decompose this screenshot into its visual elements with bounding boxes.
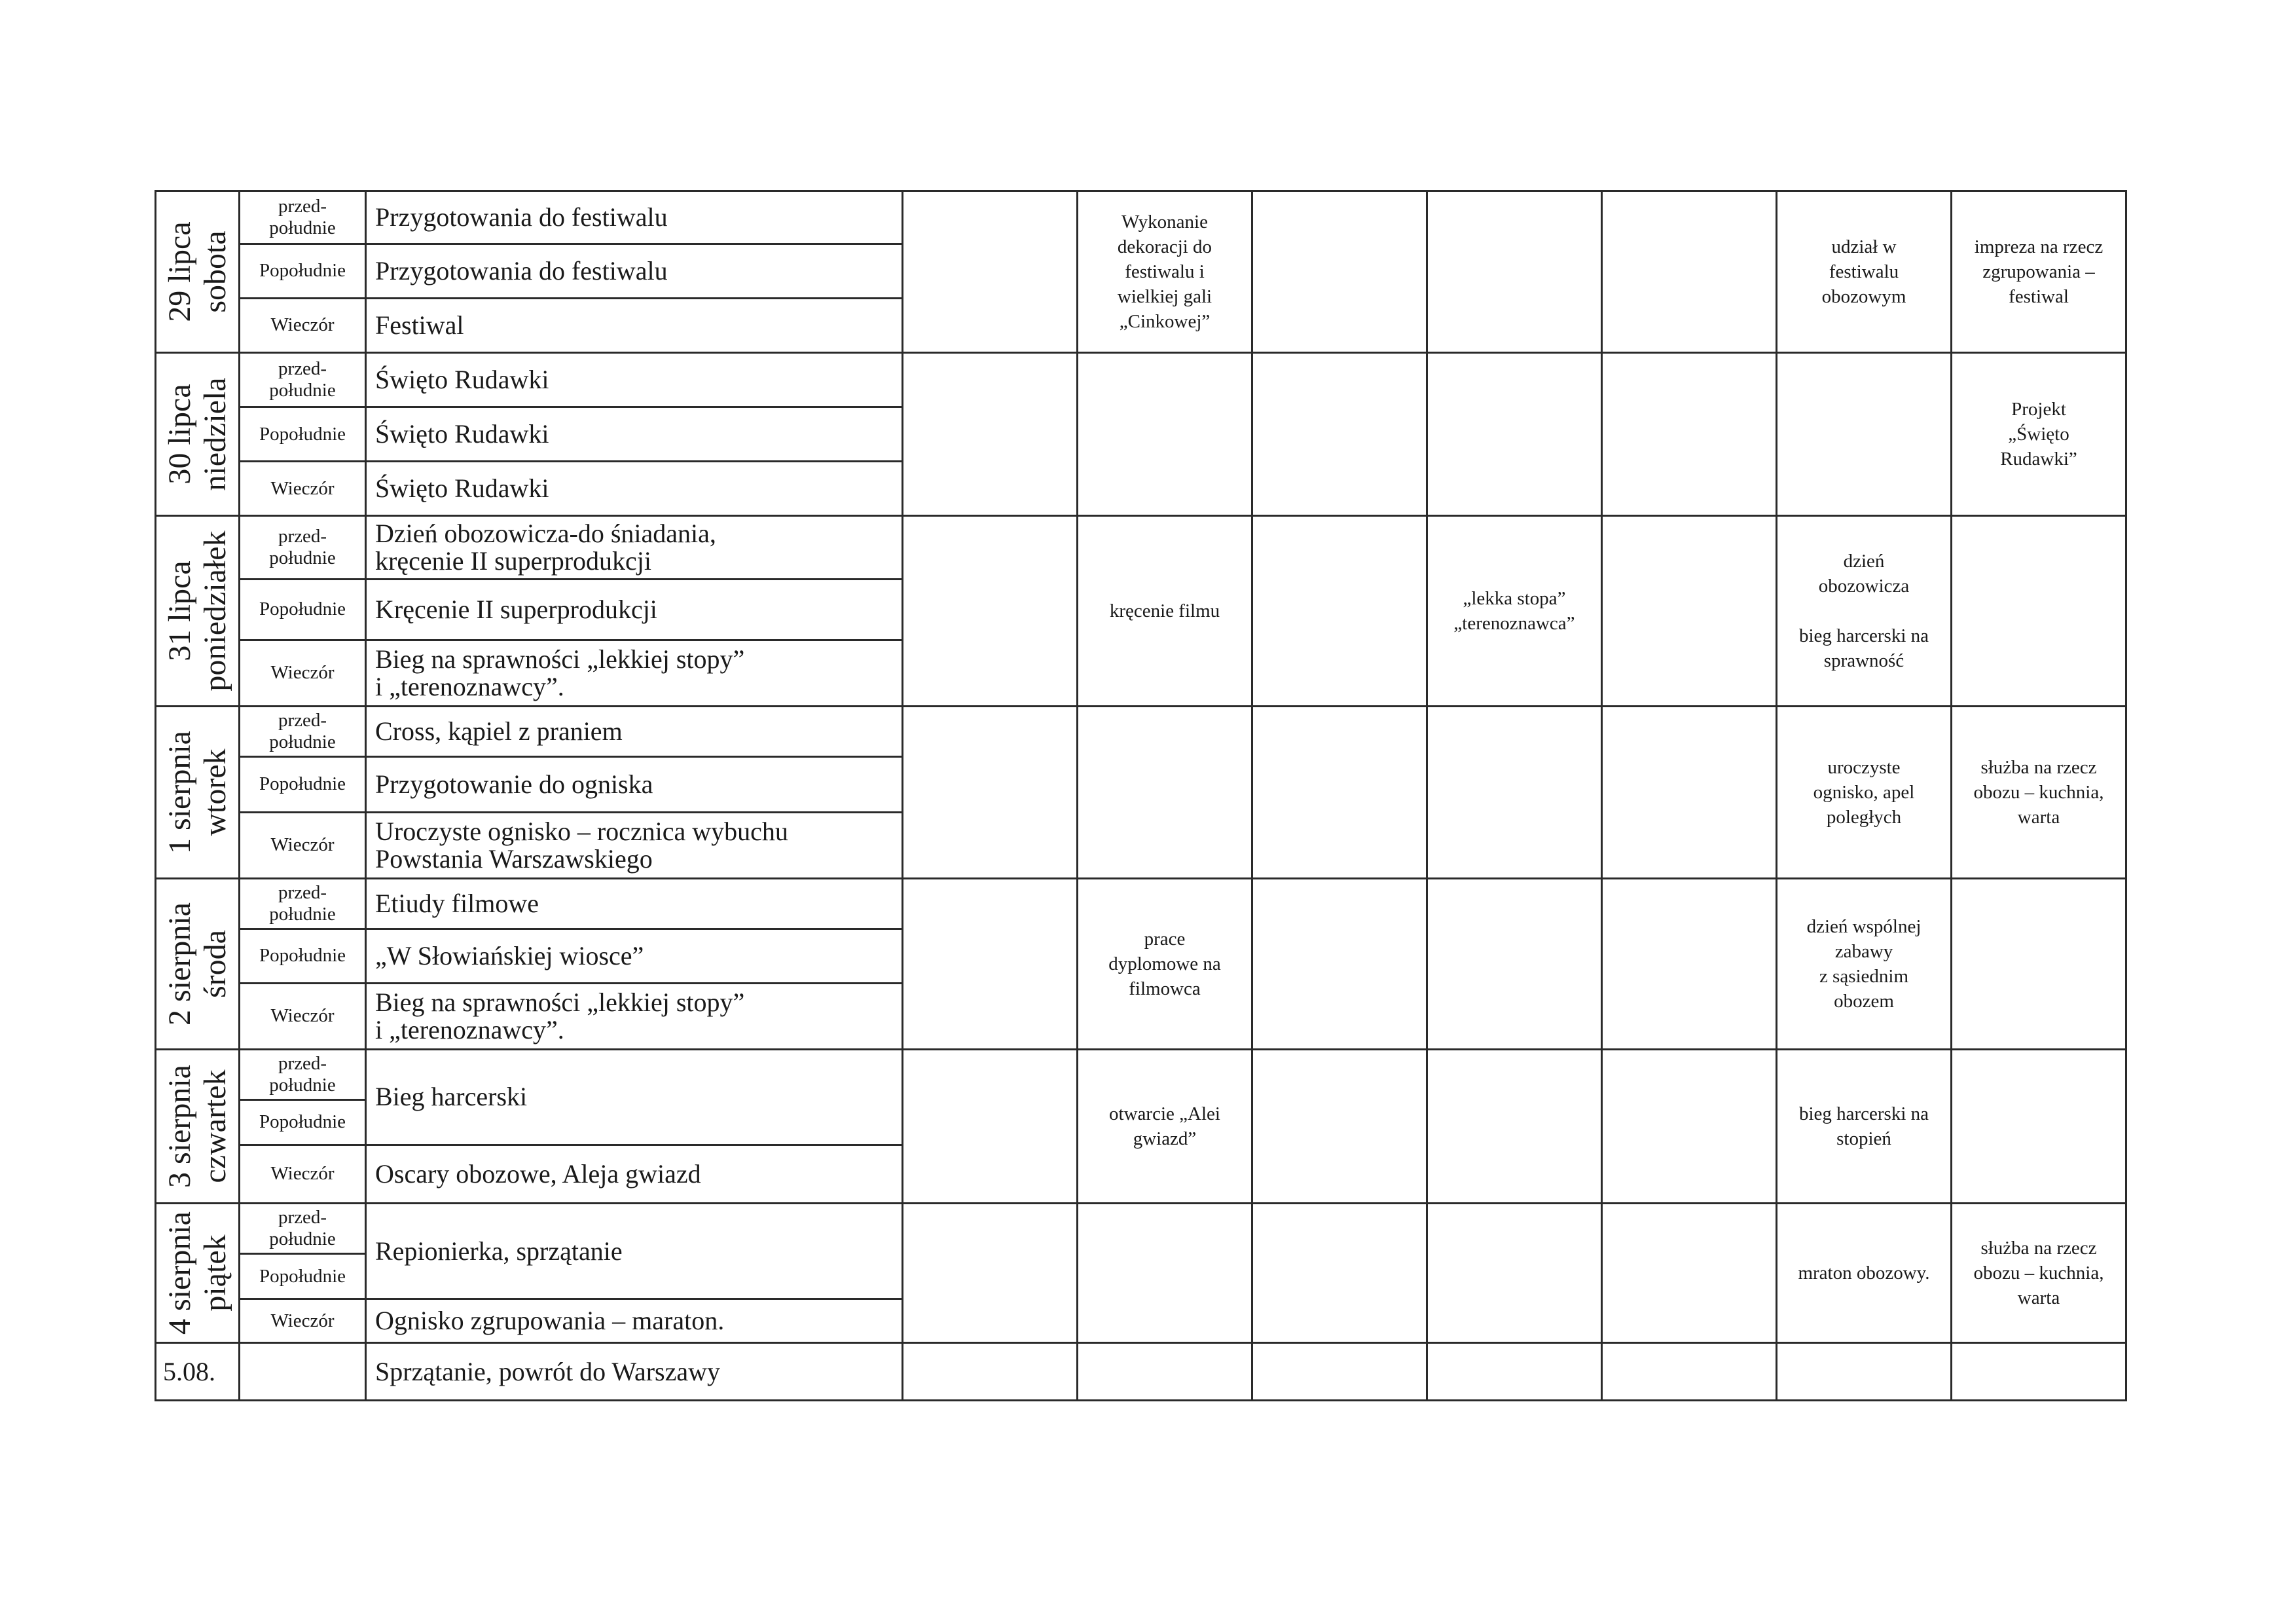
note-cell [1602,353,1777,516]
note-cell [1602,1204,1777,1343]
activity-cell: Bieg harcerski [366,1050,903,1145]
note-cell [1952,1050,2126,1204]
activity-cell: Przygotowanie do ogniska [366,756,903,812]
day-cell [156,191,240,353]
empty-column-cell [1777,1343,1952,1401]
note-cell: prace dyplomowe na filmowca [1078,879,1252,1050]
activity-cell: Święto Rudawki [366,462,903,516]
activity-cell: Oscary obozowe, Aleja gwiazd [366,1145,903,1203]
note-cell: udział w festiwalu obozowym [1777,191,1952,353]
empty-column-cell [903,1343,1078,1401]
note-cell: bieg harcerski na stopień [1777,1050,1952,1204]
final-part-empty [240,1343,366,1401]
activity-cell: Przygotowania do festiwalu [366,191,903,244]
day-cell [156,353,240,516]
note-cell [1602,191,1777,353]
part-of-day: Popołudnie [240,244,366,298]
day-label [162,731,233,854]
day-label [162,221,233,322]
note-cell: uroczyste ognisko, apel poległych [1777,707,1952,879]
note-cell: Wykonanie dekoracji do festiwalu i wielkiej gali „Cinkowej” [1078,191,1252,353]
activity-cell: Przygotowania do festiwalu [366,244,903,298]
note-cell [1602,1050,1777,1204]
activity-cell: Uroczyste ognisko – rocznica wybuchu Powstania Warszawskiego [366,812,903,878]
note-cell [1252,191,1427,353]
empty-column-cell [903,1050,1078,1204]
part-of-day: Wieczór [240,983,366,1049]
note-cell [1252,353,1427,516]
day-label [162,1211,233,1335]
note-cell: Projekt „Święto Rudawki” [1952,353,2126,516]
activity-cell: Święto Rudawki [366,353,903,407]
activity-cell: Bieg na sprawności „lekkiej stopy” i „terenoznawcy”. [366,640,903,706]
note-cell: otwarcie „Alei gwiazd” [1078,1050,1252,1204]
activity-cell: Dzień obozowicza-do śniadania, kręcenie II superprodukcji [366,516,903,580]
part-of-day: Popołudnie [240,580,366,640]
note-cell: „lekka stopa” „terenoznawca” [1427,516,1602,707]
part-of-day: Popołudnie [240,407,366,462]
part-of-day: przed- południe [240,353,366,407]
final-activity: Sprzątanie, powrót do Warszawy [366,1343,903,1401]
note-cell [1427,879,1602,1050]
activity-cell: Repionierka, sprzątanie [366,1204,903,1299]
day-label [162,902,233,1025]
part-of-day: Popołudnie [240,756,366,812]
empty-column-cell [1952,1343,2126,1401]
part-of-day: przed- południe [240,1204,366,1254]
schedule-row [156,516,2126,580]
final-date: 5.08. [156,1343,240,1401]
note-cell [1427,191,1602,353]
part-of-day: Wieczór [240,462,366,516]
part-of-day: Popołudnie [240,1099,366,1145]
activity-cell: Ognisko zgrupowania – maraton. [366,1299,903,1343]
day-weekday: czwartek [197,1069,232,1183]
note-cell: dzień wspólnej zabawy z sąsiednim obozem [1777,879,1952,1050]
empty-column-cell [903,1204,1078,1343]
part-of-day: przed- południe [240,1050,366,1100]
schedule-row [156,879,2126,929]
note-cell [1952,879,2126,1050]
empty-column-cell [903,707,1078,879]
note-cell [1602,879,1777,1050]
day-date: 29 lipca [162,221,197,322]
empty-column-cell [903,353,1078,516]
note-cell [1252,879,1427,1050]
note-cell [1427,353,1602,516]
day-weekday: poniedziałek [197,530,232,692]
schedule-row [156,191,2126,244]
day-weekday: wtorek [197,748,232,836]
empty-column-cell [1252,1343,1427,1401]
day-cell [156,879,240,1050]
schedule-row [156,1050,2126,1100]
day-label [162,530,233,691]
note-cell [1252,1050,1427,1204]
day-date: 1 sierpnia [162,731,197,854]
note-cell [1252,516,1427,707]
note-cell [1078,353,1252,516]
day-date: 2 sierpnia [162,902,197,1025]
day-weekday: środa [197,930,232,998]
note-cell: dzień obozowicza bieg harcerski na sprawność [1777,516,1952,707]
note-cell [1427,1050,1602,1204]
part-of-day: przed- południe [240,516,366,580]
part-of-day: Wieczór [240,812,366,878]
part-of-day: Popołudnie [240,929,366,983]
empty-column-cell [903,516,1078,707]
empty-column-cell [1602,1343,1777,1401]
day-cell [156,1050,240,1204]
day-weekday: niedziela [197,377,232,491]
day-date: 3 sierpnia [162,1065,197,1188]
activity-cell: Etiudy filmowe [366,879,903,929]
note-cell [1952,516,2126,707]
note-cell [1252,707,1427,879]
activity-cell: Święto Rudawki [366,407,903,462]
note-cell [1602,516,1777,707]
note-cell: kręcenie filmu [1078,516,1252,707]
schedule-row [156,1204,2126,1254]
note-cell [1427,1204,1602,1343]
note-cell [1078,1204,1252,1343]
part-of-day: przed- południe [240,707,366,757]
activity-cell: „W Słowiańskiej wiosce” [366,929,903,983]
schedule-row [156,353,2126,407]
schedule-table [155,190,2127,1401]
empty-column-cell [903,879,1078,1050]
note-cell: służba na rzecz obozu – kuchnia, warta [1952,707,2126,879]
day-weekday: piątek [197,1234,232,1312]
schedule-body [156,191,2126,1401]
note-cell: służba na rzecz obozu – kuchnia, warta [1952,1204,2126,1343]
part-of-day: przed- południe [240,879,366,929]
day-weekday: sobota [197,231,232,313]
part-of-day: Wieczór [240,1299,366,1343]
day-label [162,1065,233,1188]
schedule-row-final [156,1343,2126,1401]
part-of-day: przed- południe [240,191,366,244]
empty-column-cell [1427,1343,1602,1401]
schedule-row [156,707,2126,757]
note-cell [1602,707,1777,879]
activity-cell: Bieg na sprawności „lekkiej stopy” i „terenoznawcy”. [366,983,903,1049]
note-cell: impreza na rzecz zgrupowania – festiwal [1952,191,2126,353]
activity-cell: Festiwal [366,298,903,352]
note-cell [1777,353,1952,516]
empty-column-cell [1078,1343,1252,1401]
part-of-day: Wieczór [240,640,366,706]
empty-column-cell [903,191,1078,353]
note-cell [1252,1204,1427,1343]
note-cell [1078,707,1252,879]
day-date: 4 sierpnia [162,1211,197,1335]
part-of-day: Wieczór [240,1145,366,1203]
day-label [162,377,233,490]
day-date: 30 lipca [162,384,197,485]
part-of-day: Wieczór [240,298,366,352]
note-cell: mraton obozowy. [1777,1204,1952,1343]
day-cell [156,707,240,879]
note-cell [1427,707,1602,879]
day-cell [156,1204,240,1343]
part-of-day: Popołudnie [240,1254,366,1299]
activity-cell: Kręcenie II superprodukcji [366,580,903,640]
day-cell [156,516,240,707]
activity-cell: Cross, kąpiel z praniem [366,707,903,757]
day-date: 31 lipca [162,561,197,661]
